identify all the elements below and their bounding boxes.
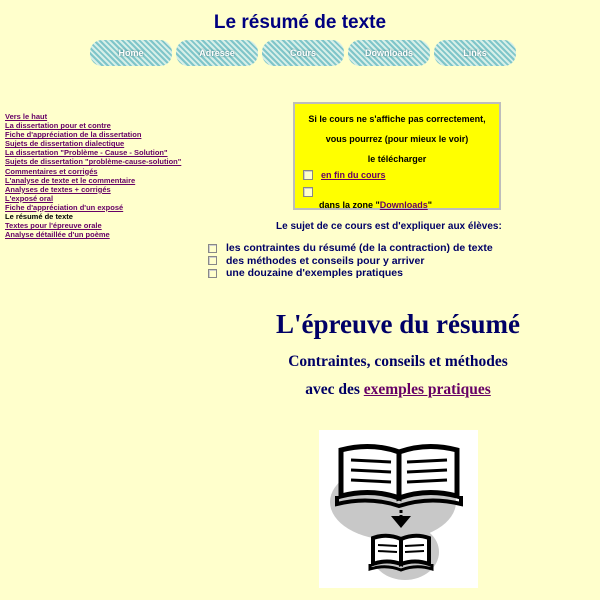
download-notice-box <box>293 102 501 210</box>
nav-links-button[interactable]: Links <box>434 40 516 66</box>
sidebar-link-dissertation-pcs[interactable]: La dissertation "Problème - Cause - Solution" <box>5 148 168 158</box>
nav-downloads-button[interactable]: Downloads <box>348 40 430 66</box>
sidebar-link-analyse-poeme[interactable]: Analyse détaillée d'un poème <box>5 230 110 240</box>
checkbox-icon <box>303 170 313 180</box>
book-summary-icon <box>319 430 478 588</box>
end-of-course-link[interactable]: en fin du cours <box>321 170 386 180</box>
notice-line-2: vous pourrez (pour mieux le voir) <box>325 134 469 144</box>
list-item-text: une douzaine d'exemples pratiques <box>226 267 403 280</box>
notice-line-1: Si le cours ne s'affiche pas correctement, <box>308 114 486 124</box>
main-subheading: Contraintes, conseils et méthodes <box>288 353 508 370</box>
sidebar-link-expose-oral[interactable]: L'exposé oral <box>5 193 54 203</box>
sidebar-link-analyse-commentaire[interactable]: L'analyse de texte et le commentaire <box>5 175 136 185</box>
nav-home-button[interactable]: Home <box>90 40 172 66</box>
course-points-list <box>208 242 493 280</box>
examples-link[interactable]: exemples pratiques <box>363 381 491 398</box>
notice-option-end-of-course <box>303 170 386 180</box>
notice-downloads-line <box>319 200 432 210</box>
downloads-prefix: dans la zone " <box>319 200 380 210</box>
checkbox-icon <box>303 187 313 197</box>
sidebar-link-analyses-corriges[interactable]: Analyses de textes + corrigés <box>5 184 111 194</box>
sidebar-link-vers-le-haut[interactable]: Vers le haut <box>5 112 48 121</box>
sidebar-link-fiche-expose[interactable]: Fiche d'appréciation d'un exposé <box>5 202 124 212</box>
sidebar-link-commentaires-corriges[interactable]: Commentaires et corrigés <box>5 166 98 176</box>
course-intro: Le sujet de ce cours est d'expliquer aux élèves: <box>276 221 502 232</box>
main-heading: L'épreuve du résumé <box>276 309 520 339</box>
sidebar-link-sujets-dialectique[interactable]: Sujets de dissertation dialectique <box>5 139 125 149</box>
sidebar-link-dissertation-pour-contre[interactable]: La dissertation pour et contre <box>5 121 111 131</box>
sidebar-current-resume: Le résumé de texte <box>5 212 73 222</box>
examples-line <box>198 381 598 399</box>
list-item-text: des méthodes et conseils pour y arriver <box>226 254 425 267</box>
sidebar-link-textes-oral[interactable]: Textes pour l'épreuve orale <box>5 221 102 231</box>
examples-prefix: avec des <box>305 381 364 398</box>
sidebar-link-fiche-dissertation[interactable]: Fiche d'appréciation de la dissertation <box>5 130 142 140</box>
list-item-text: les contraintes du résumé (de la contraction) de texte <box>226 242 493 255</box>
nav-cours-button[interactable]: Cours <box>262 40 344 66</box>
notice-option-downloads <box>303 187 321 197</box>
nav-adresse-button[interactable]: Adresse <box>176 40 258 66</box>
sidebar <box>5 112 205 239</box>
downloads-link[interactable]: Downloads <box>379 200 428 210</box>
list-item <box>208 255 493 268</box>
notice-line-3: le télécharger <box>367 154 427 164</box>
checkbox-icon <box>208 269 217 278</box>
list-item <box>208 242 493 255</box>
list-item <box>208 267 493 280</box>
page-title: Le résumé de texte <box>213 12 387 33</box>
nav-bar <box>90 40 514 68</box>
downloads-suffix: " <box>427 200 433 210</box>
sidebar-link-sujets-pcs[interactable]: Sujets de dissertation "problème-cause-solution" <box>5 157 182 167</box>
checkbox-icon <box>208 244 217 253</box>
checkbox-icon <box>208 256 217 265</box>
